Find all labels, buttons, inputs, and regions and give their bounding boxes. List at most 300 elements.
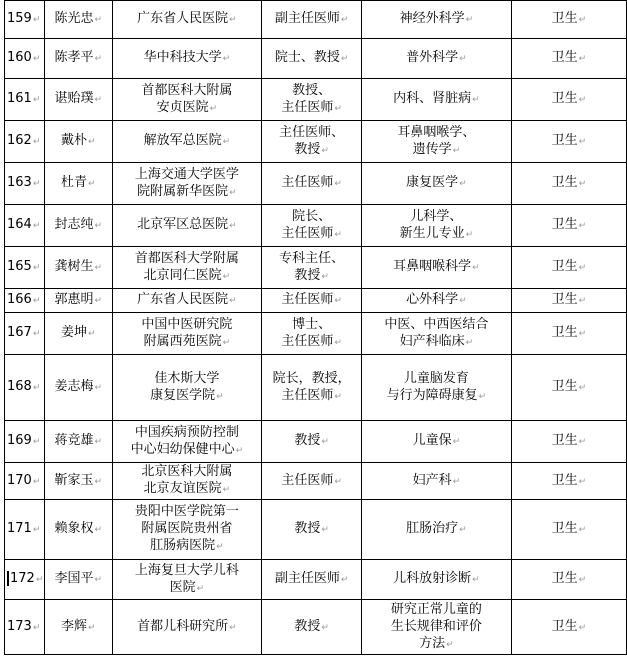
paragraph-mark-icon: ↵: [35, 575, 44, 585]
cell-name: [44, 79, 112, 121]
cell-field: [511, 39, 626, 79]
unit-line: [113, 424, 262, 441]
paragraph-mark-icon: ↵: [32, 15, 41, 25]
unit-text: 附属西苑医院: [143, 333, 222, 349]
no-text: 169: [7, 433, 32, 448]
no-text: 164: [7, 217, 32, 232]
paragraph-mark-icon: ↵: [222, 137, 231, 147]
paragraph-mark-icon: ↵: [32, 95, 41, 105]
cell-major: [362, 421, 512, 463]
major-line: [362, 174, 511, 193]
major-text: 与行为障碍康复: [386, 387, 478, 403]
title-line: [262, 225, 361, 244]
major-line: [362, 635, 511, 654]
title-text: 院士、教授: [274, 50, 340, 65]
unit-line: [113, 250, 262, 267]
cell-major: [362, 39, 512, 79]
major-line: [362, 387, 511, 406]
name-text: 李辉: [60, 618, 87, 634]
unit-text: 肛肠病医院: [150, 538, 216, 553]
paragraph-mark-icon: ↵: [32, 383, 41, 393]
title-line: [262, 333, 361, 352]
paragraph-mark-icon: ↵: [321, 437, 329, 447]
name-text: 龚树生: [54, 259, 94, 274]
paragraph-mark-icon: ↵: [229, 622, 237, 633]
cell-name: [44, 355, 112, 421]
unit-text: 贵阳中医学院第一: [134, 504, 239, 519]
title-text: 副主任医师: [274, 11, 340, 26]
name-text: 杜青: [60, 175, 87, 190]
paragraph-mark-icon: ↵: [94, 296, 103, 306]
major-text: 方法: [419, 635, 446, 651]
title-line: [262, 250, 361, 267]
paragraph-mark-icon: ↵: [578, 179, 587, 189]
cell-no: [5, 247, 45, 289]
paragraph-mark-icon: ↵: [578, 221, 587, 231]
cell-unit: [112, 600, 262, 655]
paragraph-mark-icon: ↵: [229, 15, 237, 25]
cell-name: [44, 500, 112, 560]
cell-field: [511, 163, 626, 205]
cell-no: [5, 600, 45, 655]
cell-unit: [112, 247, 262, 289]
cell-name: [44, 205, 112, 247]
paragraph-mark-icon: ↵: [334, 179, 342, 189]
unit-text: 解放军总医院: [143, 133, 222, 148]
title-line: [262, 316, 361, 333]
paragraph-mark-icon: ↵: [32, 476, 41, 487]
paragraph-mark-icon: ↵: [216, 391, 224, 402]
title-line: [262, 141, 361, 160]
field-text: 卫生: [551, 472, 578, 488]
cell-field: [511, 247, 626, 289]
field-text: 卫生: [551, 259, 578, 274]
unit-text: 北京医科大附属: [141, 464, 233, 479]
cell-title: [262, 500, 362, 560]
cell-no: [5, 1, 45, 39]
cell-field: [511, 421, 626, 463]
major-line: [362, 90, 511, 109]
field-text: 卫生: [551, 292, 578, 307]
title-line: [262, 208, 361, 225]
cell-unit: [112, 121, 262, 163]
paragraph-mark-icon: ↵: [578, 15, 587, 25]
paragraph-mark-icon: ↵: [32, 437, 41, 447]
field-text: 卫生: [551, 521, 578, 536]
name-text: 陈光忠: [54, 11, 94, 26]
paragraph-mark-icon: ↵: [578, 383, 587, 393]
unit-text: 安贞医院: [156, 99, 209, 115]
major-line: [362, 432, 511, 451]
paragraph-mark-icon: ↵: [340, 15, 349, 25]
major-text: 研究正常儿童的: [390, 601, 482, 617]
unit-line: [113, 520, 262, 537]
paragraph-mark-icon: ↵: [472, 575, 480, 585]
unit-line: [113, 132, 262, 151]
cell-major: [362, 247, 512, 289]
cell-field: [511, 560, 626, 600]
table-row: [5, 1, 627, 39]
major-line: [362, 472, 511, 491]
unit-line: [113, 82, 262, 99]
paragraph-mark-icon: ↵: [229, 221, 237, 231]
unit-text: 佳木斯大学: [154, 370, 220, 386]
cell-major: [362, 121, 512, 163]
major-text: 心外科学: [406, 292, 459, 307]
cell-title: [262, 205, 362, 247]
cell-no: [5, 313, 45, 355]
major-text: 遗传学: [412, 141, 452, 157]
unit-text: 康复医学院: [150, 387, 216, 403]
field-text: 卫生: [551, 133, 578, 148]
cell-name: [44, 463, 112, 500]
cell-no: [5, 463, 45, 500]
paragraph-mark-icon: ↵: [229, 296, 237, 306]
no-text: 166: [7, 292, 32, 307]
major-text: 儿童保: [412, 433, 452, 448]
paragraph-mark-icon: ↵: [465, 337, 474, 348]
unit-text: 首都医科大附属: [141, 82, 233, 98]
paragraph-mark-icon: ↵: [465, 229, 474, 240]
unit-text: 北京军区总医院: [137, 217, 229, 232]
cell-field: [511, 313, 626, 355]
unit-line: [113, 387, 262, 406]
table-row: [5, 355, 627, 421]
paragraph-mark-icon: ↵: [321, 525, 329, 535]
unit-text: 中国中医研究院: [141, 316, 233, 332]
unit-text: 医院: [169, 579, 196, 595]
cell-title: [262, 121, 362, 163]
paragraph-mark-icon: ↵: [94, 383, 103, 393]
unit-line: [113, 370, 262, 387]
unit-text: 华中科技大学: [143, 50, 222, 65]
cell-unit: [112, 79, 262, 121]
no-text: 170: [7, 472, 32, 488]
paragraph-mark-icon: ↵: [446, 639, 454, 650]
unit-text: 北京友谊医院: [143, 481, 222, 496]
title-line: [262, 267, 361, 286]
cell-major: [362, 500, 512, 560]
paragraph-mark-icon: ↵: [222, 54, 231, 64]
paragraph-mark-icon: ↵: [472, 95, 480, 105]
cell-title: [262, 39, 362, 79]
cell-major: [362, 205, 512, 247]
cell-major: [362, 463, 512, 500]
cell-field: [511, 205, 626, 247]
paragraph-mark-icon: ↵: [222, 485, 231, 495]
text-cursor: [7, 571, 9, 586]
paragraph-mark-icon: ↵: [459, 525, 467, 535]
name-text: 谌贻璞: [54, 91, 94, 106]
no-text: 161: [7, 91, 32, 106]
unit-text: 广东省人民医院: [137, 292, 229, 307]
paragraph-mark-icon: ↵: [459, 179, 467, 189]
paragraph-mark-icon: ↵: [452, 437, 461, 447]
cell-unit: [112, 1, 262, 39]
cell-title: [262, 289, 362, 313]
paragraph-mark-icon: ↵: [578, 263, 587, 273]
title-line: [262, 82, 361, 99]
unit-line: [113, 291, 262, 310]
unit-line: [113, 480, 262, 499]
title-line: [262, 10, 361, 29]
title-text: 博士、: [292, 316, 332, 332]
expert-table: [4, 0, 627, 655]
title-text: 主任医师: [281, 292, 334, 307]
cell-field: [511, 289, 626, 313]
field-text: 卫生: [551, 11, 578, 26]
major-text: 妇产科: [412, 472, 452, 488]
title-text: 主任医师: [281, 175, 334, 190]
paragraph-mark-icon: ↵: [196, 583, 205, 594]
title-text: 教授: [294, 618, 321, 634]
cell-unit: [112, 313, 262, 355]
unit-line: [113, 316, 262, 333]
paragraph-mark-icon: ↵: [334, 337, 342, 348]
cell-name: [44, 289, 112, 313]
unit-line: [113, 99, 262, 118]
no-text: 165: [7, 259, 32, 274]
major-text: 中医、中西医结合: [384, 316, 489, 332]
title-text: 主任医师、: [279, 124, 345, 140]
major-line: [362, 601, 511, 618]
paragraph-mark-icon: ↵: [94, 575, 103, 585]
major-line: [362, 618, 511, 635]
paragraph-mark-icon: ↵: [32, 622, 41, 633]
paragraph-mark-icon: ↵: [452, 145, 461, 156]
major-text: 儿科放射诊断: [393, 571, 472, 586]
field-text: 卫生: [551, 618, 578, 634]
no-text: 163: [7, 175, 32, 190]
name-text: 陈孝平: [54, 50, 94, 65]
no-text: 172: [10, 571, 35, 586]
title-text: 主任医师: [281, 387, 334, 403]
title-text: 院长，教授，: [272, 370, 351, 386]
name-text: 封志纯: [54, 217, 94, 232]
name-text: 郭惠明: [54, 292, 94, 307]
cell-name: [44, 121, 112, 163]
paragraph-mark-icon: ↵: [578, 437, 587, 447]
unit-line: [113, 503, 262, 520]
unit-line: [113, 537, 262, 556]
unit-line: [113, 183, 262, 202]
cell-title: [262, 1, 362, 39]
cell-no: [5, 355, 45, 421]
cell-unit: [112, 163, 262, 205]
cell-unit: [112, 463, 262, 500]
paragraph-mark-icon: ↵: [94, 525, 103, 535]
cell-no: [5, 205, 45, 247]
major-line: [362, 10, 511, 29]
cell-no: [5, 163, 45, 205]
paragraph-mark-icon: ↵: [459, 54, 467, 64]
cell-title: [262, 355, 362, 421]
cell-title: [262, 560, 362, 600]
title-text: 教授: [294, 267, 321, 283]
title-line: [262, 520, 361, 539]
major-text: 耳鼻咽喉学、: [397, 124, 476, 140]
title-line: [262, 174, 361, 193]
cell-field: [511, 355, 626, 421]
title-text: 副主任医师: [274, 571, 340, 586]
cell-title: [262, 421, 362, 463]
paragraph-mark-icon: ↵: [578, 95, 587, 105]
table-row: [5, 39, 627, 79]
cell-field: [511, 463, 626, 500]
paragraph-mark-icon: ↵: [459, 296, 467, 306]
unit-line: [113, 216, 262, 235]
name-text: 靳家玉: [54, 472, 94, 488]
major-line: [362, 333, 511, 352]
paragraph-mark-icon: ↵: [340, 54, 349, 64]
paragraph-mark-icon: ↵: [94, 95, 103, 105]
title-line: [262, 387, 361, 406]
title-line: [262, 472, 361, 491]
no-text: 171: [7, 521, 32, 536]
paragraph-mark-icon: ↵: [578, 525, 587, 535]
title-text: 教授: [294, 141, 321, 157]
unit-text: 北京同仁医院: [143, 267, 222, 283]
cell-unit: [112, 560, 262, 600]
unit-text: 中心妇幼保健中心: [130, 441, 235, 457]
field-text: 卫生: [551, 91, 578, 106]
major-line: [362, 570, 511, 589]
title-text: 主任医师: [281, 225, 334, 241]
name-text: 李国平: [54, 571, 94, 586]
cell-name: [44, 600, 112, 655]
unit-text: 首都医科大学附属: [134, 250, 239, 266]
cell-name: [44, 163, 112, 205]
name-text: 蒋竞雄: [54, 433, 94, 448]
title-line: [262, 432, 361, 451]
major-text: 新生儿专业: [399, 225, 465, 241]
major-text: 生长规律和评价: [390, 618, 482, 634]
title-text: 院长、: [292, 208, 332, 224]
cell-unit: [112, 205, 262, 247]
paragraph-mark-icon: ↵: [334, 103, 342, 114]
paragraph-mark-icon: ↵: [87, 622, 96, 633]
major-text: 妇产科临床: [399, 333, 465, 349]
cell-name: [44, 560, 112, 600]
cell-no: [5, 289, 45, 313]
major-text: 内科、肾脏病: [393, 91, 472, 106]
cell-major: [362, 1, 512, 39]
major-line: [362, 370, 511, 387]
table-row: [5, 463, 627, 500]
major-line: [362, 258, 511, 277]
name-text: 姜志梅: [54, 379, 94, 394]
table-row: [5, 247, 627, 289]
table-row: [5, 289, 627, 313]
major-text: 儿科学、: [410, 208, 463, 224]
paragraph-mark-icon: ↵: [94, 15, 103, 25]
title-line: [262, 570, 361, 589]
field-text: 卫生: [551, 571, 578, 586]
paragraph-mark-icon: ↵: [321, 271, 329, 282]
paragraph-mark-icon: ↵: [334, 391, 342, 402]
name-text: 姜坤: [60, 325, 87, 340]
paragraph-mark-icon: ↵: [578, 137, 587, 147]
paragraph-mark-icon: ↵: [32, 296, 41, 306]
cell-no: [5, 39, 45, 79]
title-line: [262, 291, 361, 310]
paragraph-mark-icon: ↵: [578, 476, 587, 487]
cell-no: [5, 79, 45, 121]
table-row: [5, 421, 627, 463]
unit-line: [113, 441, 262, 460]
paragraph-mark-icon: ↵: [578, 575, 587, 585]
cell-name: [44, 421, 112, 463]
field-text: 卫生: [551, 50, 578, 65]
cell-unit: [112, 355, 262, 421]
cell-major: [362, 600, 512, 655]
no-text: 168: [7, 379, 32, 394]
unit-line: [113, 166, 262, 183]
paragraph-mark-icon: ↵: [321, 622, 329, 633]
table-row: [5, 560, 627, 600]
major-line: [362, 49, 511, 68]
major-line: [362, 225, 511, 244]
unit-line: [113, 618, 262, 637]
cell-name: [44, 313, 112, 355]
field-text: 卫生: [551, 217, 578, 232]
cell-field: [511, 121, 626, 163]
paragraph-mark-icon: ↵: [452, 476, 461, 487]
paragraph-mark-icon: ↵: [235, 445, 244, 456]
unit-line: [113, 49, 262, 68]
unit-text: 上海复旦大学儿科: [134, 562, 239, 578]
cell-no: [5, 121, 45, 163]
unit-line: [113, 333, 262, 352]
cell-major: [362, 560, 512, 600]
paragraph-mark-icon: ↵: [32, 525, 41, 535]
paragraph-mark-icon: ↵: [465, 15, 474, 25]
paragraph-mark-icon: ↵: [578, 296, 587, 306]
cell-no: [5, 500, 45, 560]
paragraph-mark-icon: ↵: [87, 179, 96, 189]
field-text: 卫生: [551, 379, 578, 394]
cell-title: [262, 600, 362, 655]
paragraph-mark-icon: ↵: [94, 476, 103, 487]
title-line: [262, 99, 361, 118]
unit-text: 院附属新华医院: [137, 183, 229, 199]
major-text: 儿童脑发育: [403, 370, 469, 386]
paragraph-mark-icon: ↵: [478, 391, 487, 402]
cell-title: [262, 247, 362, 289]
paragraph-mark-icon: ↵: [87, 137, 96, 147]
paragraph-mark-icon: ↵: [472, 263, 480, 273]
cell-title: [262, 463, 362, 500]
title-text: 主任医师: [281, 99, 334, 115]
title-line: [262, 49, 361, 68]
title-text: 教授、: [292, 82, 332, 98]
paragraph-mark-icon: ↵: [94, 437, 103, 447]
major-line: [362, 316, 511, 333]
paragraph-mark-icon: ↵: [334, 296, 342, 306]
paragraph-mark-icon: ↵: [32, 54, 41, 64]
major-line: [362, 291, 511, 310]
major-line: [362, 141, 511, 160]
cell-unit: [112, 39, 262, 79]
cell-title: [262, 163, 362, 205]
unit-line: [113, 463, 262, 480]
title-text: 主任医师: [281, 472, 334, 488]
cell-major: [362, 163, 512, 205]
cell-name: [44, 247, 112, 289]
cell-no: [5, 560, 45, 600]
cell-field: [511, 79, 626, 121]
table-row: [5, 79, 627, 121]
